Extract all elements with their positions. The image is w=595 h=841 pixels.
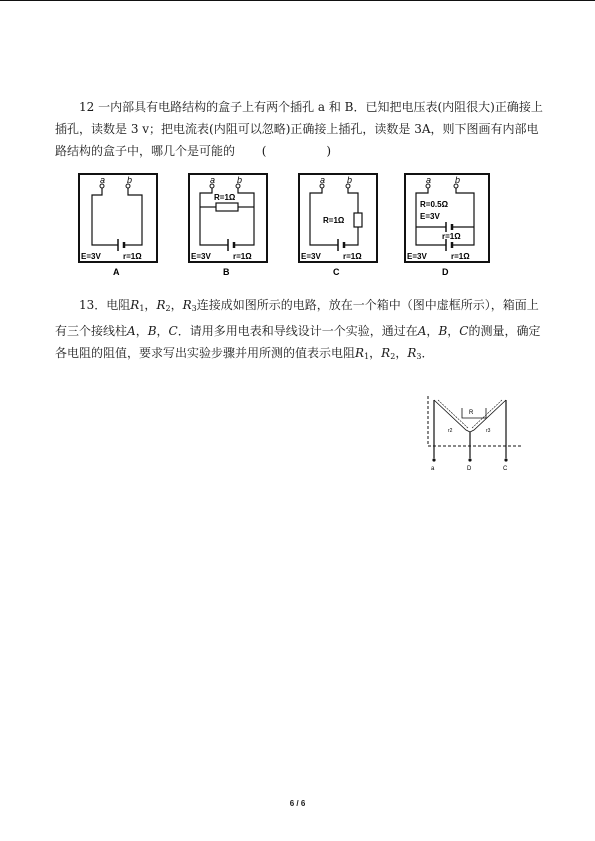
label-a: a <box>210 175 216 185</box>
label-b: b <box>237 175 243 185</box>
caption-a: A <box>113 267 120 277</box>
header-rule <box>0 0 595 1</box>
q13-text: 的测量，确定 <box>468 324 541 338</box>
sep: ， <box>135 324 148 338</box>
sep: ， <box>144 298 157 312</box>
r2-label: r2 <box>448 428 453 434</box>
label-b: b <box>127 175 133 185</box>
caption-c: C <box>333 267 340 277</box>
resistor-label: R=1Ω <box>323 216 345 225</box>
q12-line-3 <box>55 140 555 162</box>
internal-resistance-label: r=1Ω <box>233 252 252 261</box>
resistor-label: R=0.5Ω <box>420 200 448 209</box>
var-c: C <box>168 324 178 338</box>
caption-d: D <box>442 267 449 277</box>
resistor <box>354 213 362 227</box>
sub-3: 3 <box>416 352 422 361</box>
wire <box>92 188 118 245</box>
terminal-a-label: a <box>431 466 435 472</box>
sub-2: 2 <box>390 352 396 361</box>
var-b: B <box>438 324 448 338</box>
internal-resistance-label: r=1Ω <box>123 252 142 261</box>
emf-label: E=3V <box>191 252 211 261</box>
q12-line-2: 插孔，读数是 3 v；把电流表(内阻可以忽略)正确接上插孔，读数是 3A，则下图画有内部电 <box>55 122 539 136</box>
terminal-b-label: D <box>467 466 472 472</box>
emf-label: E=3V <box>81 252 101 261</box>
sep: ， <box>156 324 169 338</box>
resistor <box>216 203 238 211</box>
sub-2: 2 <box>165 304 171 313</box>
emf-label: E=3V <box>301 252 321 261</box>
q13-line-2 <box>55 320 555 342</box>
sep: ， <box>447 324 460 338</box>
var-c: C <box>459 324 469 338</box>
r3-label: r3 <box>486 428 491 434</box>
terminal-b <box>468 458 471 461</box>
var-b: B <box>147 324 157 338</box>
resistor-r2-outline <box>438 400 468 428</box>
question-12 <box>55 96 555 162</box>
r1-label: R <box>469 410 474 416</box>
q13-line-3 <box>55 342 555 368</box>
resistor-label: R=1Ω <box>214 193 236 202</box>
resistor-r1 <box>462 408 486 418</box>
label-a: a <box>320 175 326 185</box>
sub-3: 3 <box>191 304 197 313</box>
q12-line-3-text: 路结构的盒子中，哪几个是可能的 <box>55 144 236 158</box>
q13-text: 连接成如图所示的电路，放在一个箱中（图中虚框所示），箱面上 <box>196 298 539 312</box>
emf-label: E=3V <box>407 252 427 261</box>
q13-text: 有三个接线柱 <box>55 324 128 338</box>
q13-text: 13．电阻 <box>79 298 131 312</box>
wire <box>344 227 358 245</box>
label-b: b <box>455 175 461 185</box>
circuit-figure-d <box>404 173 490 287</box>
circuit-figure-c <box>298 173 378 287</box>
label-a: a <box>426 175 432 185</box>
caption-b: B <box>223 267 230 277</box>
circuit-options <box>78 173 498 288</box>
label-a: a <box>100 175 106 185</box>
box-outline <box>405 174 489 262</box>
var-a: A <box>127 324 136 338</box>
var-r2: R <box>156 298 166 312</box>
wire <box>124 188 142 245</box>
sep: ， <box>395 346 408 360</box>
var-r3: R <box>182 298 192 312</box>
internal-resistance2-label: r=1Ω <box>442 232 461 241</box>
resistor-r3-outline <box>472 400 502 428</box>
sub-1: 1 <box>364 352 370 361</box>
var-r2: R <box>381 346 391 360</box>
terminal-a <box>432 458 435 461</box>
var-a: A <box>417 324 427 338</box>
terminal-c-label: C <box>503 466 508 472</box>
circuit-figure-b <box>188 173 268 287</box>
sub-1: 1 <box>139 304 145 313</box>
circuit-figure-a <box>78 173 158 287</box>
answer-paren-close: ) <box>326 144 332 158</box>
q13-line-1 <box>55 294 555 320</box>
var-r3: R <box>407 346 417 360</box>
q13-text: ．请用多用电表和导线设计一个实验，通过在 <box>177 324 418 338</box>
var-r1: R <box>355 346 365 360</box>
sep: ， <box>426 324 439 338</box>
var-r1: R <box>130 298 140 312</box>
sep: ． <box>421 346 434 360</box>
sep: ， <box>369 346 382 360</box>
wire <box>348 188 358 213</box>
q13-text: 各电阻的阻值，要求写出实验步骤并用所测的值表示电阻 <box>55 346 356 360</box>
label-b: b <box>347 175 353 185</box>
resistor-box-diagram <box>420 392 530 477</box>
answer-paren-open: ( <box>261 144 267 158</box>
q12-line-1: 12 一内部具有电路结构的盒子上有两个插孔 a 和 B．已知把电压表(内阻很大)正确接上 <box>79 100 543 114</box>
sep: ， <box>170 298 183 312</box>
internal-resistance-label: r=1Ω <box>451 252 470 261</box>
page-number: 6 / 6 <box>289 799 306 808</box>
internal-resistance-label: r=1Ω <box>343 252 362 261</box>
terminal-c <box>504 458 507 461</box>
emf2-label: E=3V <box>420 212 440 221</box>
question-13 <box>55 294 555 368</box>
wire <box>234 188 254 245</box>
